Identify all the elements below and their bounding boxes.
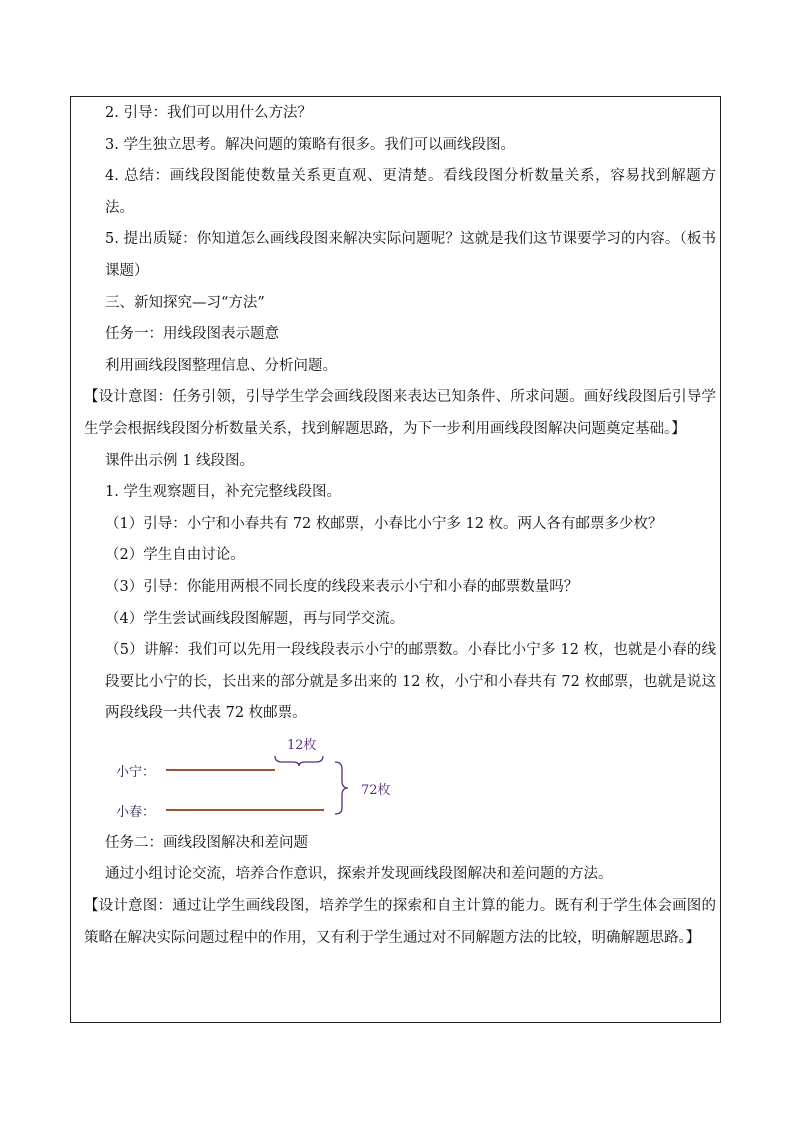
paragraph-courseware: 课件出示例 1 线段图。 [105, 452, 254, 469]
line-segment-diagram [76, 734, 716, 826]
design-intent-one: 【设计意图：任务引领，引导学生学会画线段图来表达已知条件、所求问题。画好线段图后引导学生学会根据线段图分析数量关系，找到解题思路，为下一步利用画线段图解决问题奠定基础。】 [84, 389, 716, 437]
paragraph-discuss: （2）学生自由讨论。 [105, 547, 245, 564]
label-72-mei: 72枚 [361, 782, 391, 798]
paragraph-try: （4）学生尝试画线段图解题，再与同学交流。 [105, 610, 405, 627]
paragraph-explain: （5）讲解：我们可以先用一段线段表示小宁的邮票数。小春比小宁多 12 枚，也就是小春的线段要比小宁的长，长出来的部分就是多出来的 12 枚，小宁和小春共有 72 枚邮票，也就是说这两段线段一共代表 72 枚邮票。 [105, 642, 716, 722]
brace-12 [275, 756, 323, 766]
paragraph-problem: （1）引导：小宁和小春共有 72 枚邮票，小春比小宁多 12 枚。两人各有邮票多少枚？ [105, 515, 663, 532]
paragraph-question: 5. 提出质疑：你知道怎么画线段图来解决实际问题呢？这就是我们这节课要学习的内容。（板书课题） [105, 231, 716, 279]
paragraph-summary: 4. 总结：画线段图能使数量关系更直观、更清楚。看线段图分析数量关系，容易找到解题方法。 [105, 168, 716, 216]
brace-graphics [76, 734, 406, 826]
design-intent-two: 【设计意图：通过让学生画线段图，培养学生的探索和自主计算的能力。既有利于学生体会画图的策略在解决实际问题过程中的作用，又有利于学生通过对不同解题方法的比较，明确解题思路。】 [84, 898, 716, 946]
label-xiaochun: 小春： [116, 804, 156, 820]
label-xiaoning: 小宁： [116, 764, 156, 780]
paragraph-guide-method: 2. 引导：我们可以用什么方法？ [105, 105, 312, 121]
brace-72 [335, 762, 348, 814]
task-two-title: 任务二：画线段图解决和差问题 [105, 834, 308, 851]
paragraph-observe: 1. 学生观察题目，补充完整线段图。 [105, 484, 341, 501]
paragraph-task-two: 通过小组讨论交流，培养合作意识，探索并发现画线段图解决和差问题的方法。 [105, 866, 613, 883]
paragraph-think: 3. 学生独立思考。解决问题的策略有很多。我们可以画线段图。 [105, 136, 515, 153]
label-12-mei: 12枚 [287, 737, 317, 753]
paragraph-task-one: 利用画线段图整理信息、分析问题。 [105, 357, 337, 374]
section-heading: 三、新知探究—习“方法” [105, 294, 265, 311]
paragraph-guide-lines: （3）引导：你能用两根不同长度的线段来表示小宁和小春的邮票数量吗？ [105, 578, 579, 595]
task-one-title: 任务一：用线段图表示题意 [105, 326, 279, 343]
document-body [76, 98, 716, 954]
